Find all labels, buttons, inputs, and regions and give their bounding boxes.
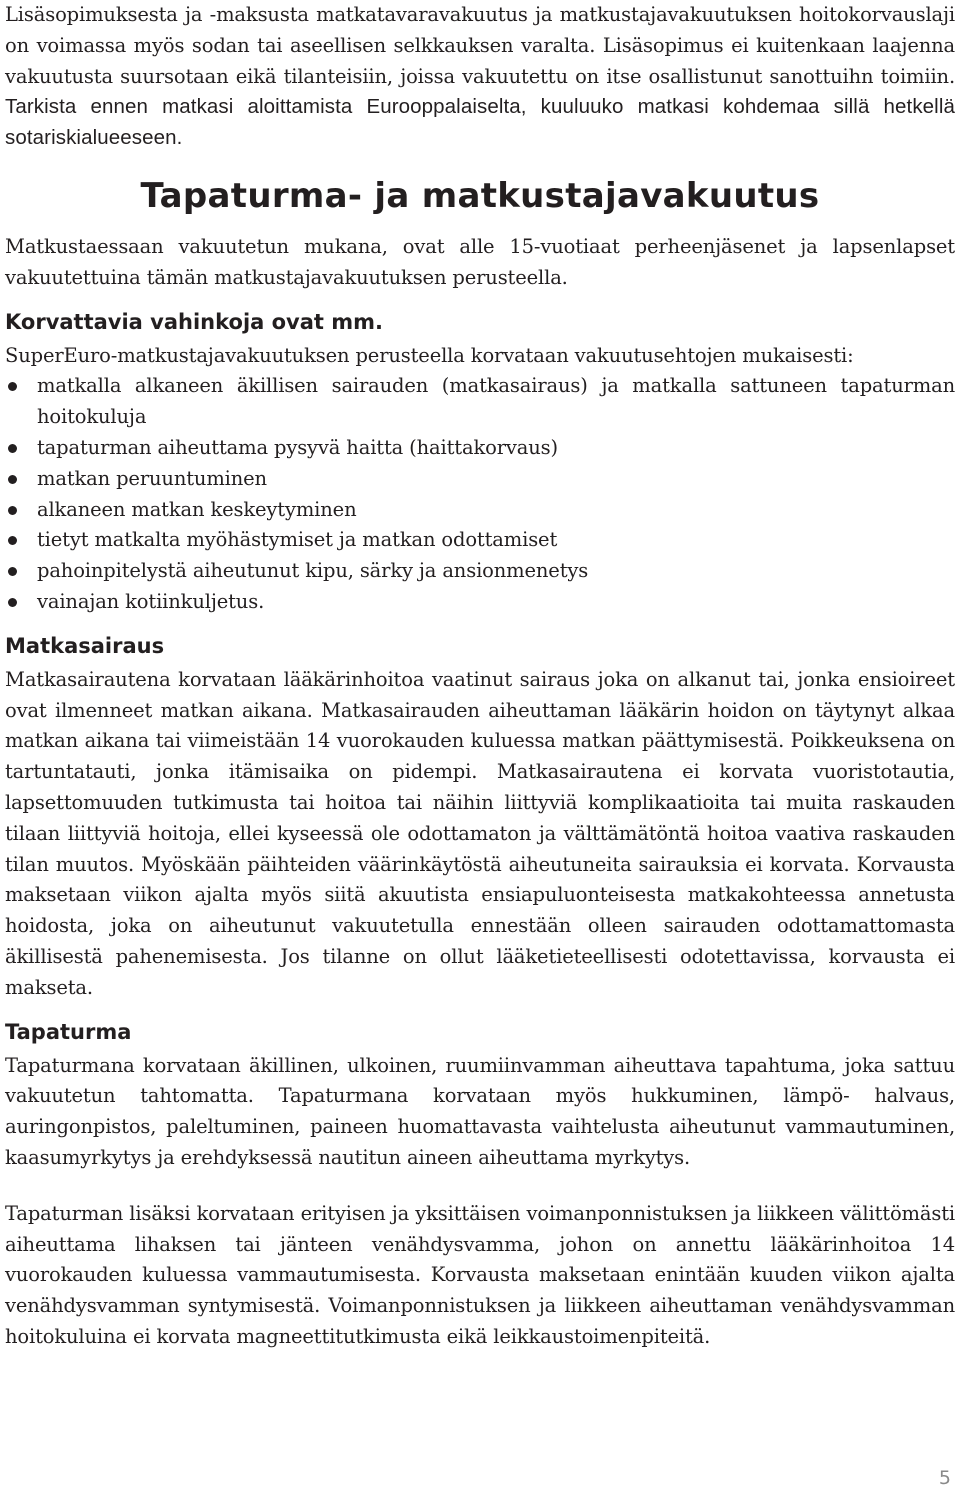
bullet-icon (8, 598, 17, 607)
list-item: pahoinpitelystä aiheutunut kipu, särky ja ansionmenetys (5, 556, 955, 587)
intro-text-serif: Lisäsopimuksesta ja -maksusta matkatavaravakuutus ja matkustajavakuutuksen hoitokorvauslaji on voimassa myös sodan tai aseellisen selkkauksen varalta. Lisäsopimus ei kuitenkaan laajenna vakuutusta suursotaan eikä tilanteisiin, joissa vakuutettu on itse osallistunut sanottuihn toimiin. (5, 3, 955, 88)
accident-heading: Tapaturma (5, 1019, 132, 1044)
bullet-icon (8, 567, 17, 576)
list-item: vainajan kotiinkuljetus. (5, 587, 955, 618)
intro-text-sans: Tarkista ennen matkasi aloittamista Eurooppalaiselta, kuuluuko matkasi kohdemaa sillä hetkellä sotariskialueeseen. (5, 95, 955, 150)
section-paragraph: Matkustaessaan vakuutetun mukana, ovat alle 15-vuotiaat perheenjäsenet ja lapsenlapset vakuutettuina tämän matkustajavakuutuksen perusteella. (5, 234, 955, 289)
accident-line-1: Tapaturmana korvataan äkillinen, ulkoinen, ruumiinvamman aiheuttava tapahtuma, (5, 1053, 837, 1077)
accident-line-4: vammautuminen, kaasumyrkytys ja erehdyksessä nautitun aineen aiheuttama myrkytys. (5, 1115, 955, 1169)
covered-list (5, 371, 955, 617)
illness-paragraph: Matkasairautena korvataan lääkärinhoitoa vaatinut sairaus joka on alkanut tai, jonka ensioireet ovat ilmenneet matkan aikana. Matkasairauden aiheuttaman lääkärin hoidon on täytynyt alkaa matkan aikana tai viimeistään 14 vuorokauden kuluessa matkan päättymisestä. Poikkeuksena on tartuntatauti, jonka itämisaika on pidempi. Matkasairautena ei korvata vuoristotautia, lapsettomuuden tutkimusta tai hoitoa tai näihin liittyviä komplikaatioita tai muita raskauden tilaan liittyviä hoitoja, ellei kyseessä ole odottamaton ja välttämätöntä hoitoa vaativa raskauden tilan muutos. Myöskään päihteiden väärinkäytöstä aiheutuneita sairauksia ei korvata. Korvausta maksetaan viikon ajalta myös siitä akuutista ensiapuluonteisesta matkakohteessa annetusta hoidosta, joka on aiheutunut vakuutetulla ennestään olleen sairauden odottamattomasta äkillisestä pahenemisesta. Jos tilanne on ollut lääketieteellisesti odotettavissa, korvausta ei makseta. (5, 667, 955, 999)
list-item: tietyt matkalta myöhästymiset ja matkan odottamiset (5, 525, 955, 556)
bullet-icon (8, 536, 17, 545)
covered-heading: Korvattavia vahinkoja ovat mm. (5, 309, 384, 334)
list-item: alkaneen matkan keskeytyminen (5, 495, 955, 526)
list-item: matkan peruuntuminen (5, 464, 955, 495)
page-number: 5 (938, 1467, 951, 1489)
bullet-icon (8, 444, 17, 453)
section-title: Tapaturma- ja matkustajavakuutus (140, 175, 820, 216)
covered-lead: SuperEuro-matkustajavakuutuksen perusteella korvataan vakuutusehtojen mukaisesti: (5, 343, 854, 367)
accident-line-2: joka sattuu vakuutetun tahtomatta. Tapaturmana korvataan myös hukkuminen, lämpö- (5, 1053, 955, 1108)
list-item: matkalla alkaneen äkillisen sairauden (matkasairaus) ja matkalla sattuneen tapaturman hoitokuluja (5, 371, 955, 433)
bullet-icon (8, 382, 17, 391)
accident-paragraph (5, 1051, 955, 1174)
document-page (5, 0, 955, 1353)
accident-line-3: halvaus, auringonpistos, paleltuminen, paineen huomattavasta vaihtelusta aiheutunut (5, 1084, 955, 1139)
illness-heading: Matkasairaus (5, 633, 165, 658)
list-item: tapaturman aiheuttama pysyvä haitta (haittakorvaus) (5, 433, 955, 464)
bullet-icon (8, 506, 17, 515)
intro-paragraph (5, 0, 955, 154)
bullet-icon (8, 475, 17, 484)
strain-paragraph: Tapaturman lisäksi korvataan erityisen ja yksittäisen voimanponnistuksen ja liikkeen välittömästi aiheuttama lihaksen tai jänteen venähdysvamma, johon on annettu lääkärinhoitoa 14 vuorokauden kuluessa vammautumisesta. Korvausta maksetaan enintään kuuden viikon ajalta venähdysvamman syntymisestä. Voimanponnistuksen ja liikkeen aiheuttaman venähdysvamman hoitokuluina ei korvata magneettitutkimusta eikä leikkaustoimenpiteitä. (5, 1201, 955, 1348)
paragraph-spacer (5, 1174, 955, 1199)
